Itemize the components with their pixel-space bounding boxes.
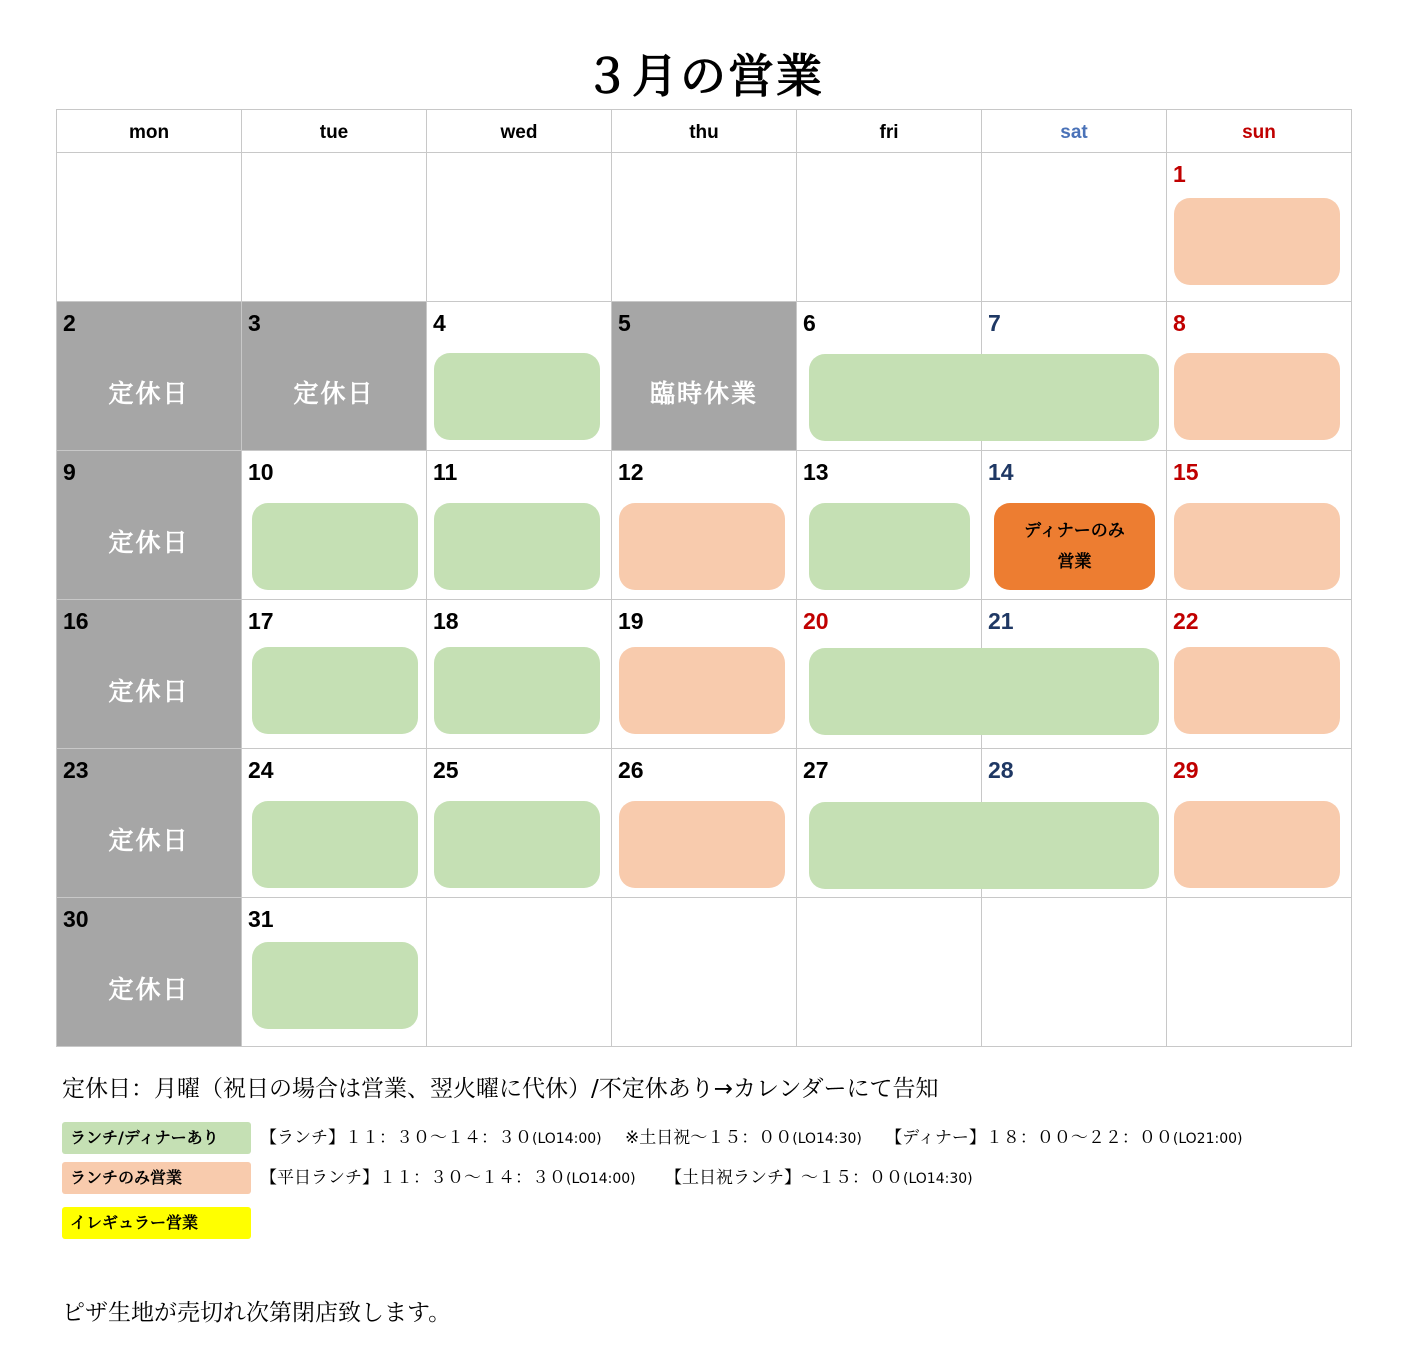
day-number: 2 (63, 310, 76, 336)
day-number: 9 (63, 459, 76, 485)
day-number: 4 (433, 310, 446, 336)
closed-label: 定休日 (108, 975, 190, 1004)
lunch-only-block-29 (1174, 801, 1340, 888)
legend-lunch-dinner-hours (260, 1122, 1242, 1155)
legend-lunch-dinner-chip: ランチ/ディナーあり (62, 1122, 251, 1154)
footer-note: ピザ生地が売切れ次第閉店致します。 (62, 1300, 452, 1326)
day-cell-2 (57, 302, 242, 451)
lunch-dinner-block-31 (252, 942, 418, 1029)
lunch-dinner-block-10 (252, 503, 418, 590)
lunch-dinner-block-4 (434, 353, 600, 440)
legend-lunch-only-chip: ランチのみ営業 (62, 1162, 251, 1194)
day-number: 5 (618, 310, 631, 336)
day-number: 28 (988, 757, 1014, 783)
lunch-only-block-19 (619, 647, 785, 734)
day-number: 24 (248, 757, 274, 783)
empty-cell (427, 898, 612, 1047)
closed-label: 定休日 (108, 826, 190, 855)
weekday-header-sun: sun (1167, 110, 1352, 153)
day-number: 20 (803, 608, 829, 634)
day-cell-9 (57, 451, 242, 600)
calendar-grid (56, 109, 1352, 1047)
day-number: 23 (63, 757, 89, 783)
lunch-dinner-block-18 (434, 647, 600, 734)
day-cell-5 (612, 302, 797, 451)
day-number: 7 (988, 310, 1001, 336)
lunch-dinner-block-24 (252, 801, 418, 888)
day-number: 18 (433, 608, 459, 634)
weekend-lunch-hours: 【土日祝ランチ】～１５：００ (665, 1168, 903, 1188)
page-title: ３月の営業 (584, 49, 824, 103)
empty-cell (797, 898, 982, 1047)
day-number: 11 (433, 459, 458, 485)
day-cell-3 (242, 302, 427, 451)
day-number: 25 (433, 757, 459, 783)
lunch-only-block-8 (1174, 353, 1340, 440)
dinner-last-order: (LO21:00) (1172, 1131, 1243, 1147)
weekend-hours: ※土日祝～１５：００ (625, 1128, 793, 1148)
dinner-only-block-14 (994, 503, 1155, 590)
lunch-only-block-15 (1174, 503, 1340, 590)
day-number: 17 (248, 608, 274, 634)
closed-label: 定休日 (108, 379, 190, 408)
day-number: 15 (1173, 459, 1199, 485)
lunch-dinner-block-11 (434, 503, 600, 590)
lunch-dinner-block-6-7 (809, 354, 1159, 441)
weekend-last-order: (LO14:30) (792, 1131, 862, 1147)
lunch-last-order: (LO14:00) (532, 1131, 602, 1147)
lunch-dinner-block-27-28 (809, 802, 1159, 889)
weekday-header-mon: mon (57, 110, 242, 153)
weekday-lunch-last-order: (LO14:00) (566, 1171, 636, 1187)
lunch-dinner-block-25 (434, 801, 600, 888)
dinner-only-label-line1: ディナーのみ (1024, 520, 1125, 541)
day-number: 26 (618, 757, 644, 783)
empty-cell (797, 153, 982, 302)
day-number: 14 (988, 459, 1014, 485)
day-number: 3 (248, 310, 261, 336)
weekday-header-thu: thu (612, 110, 797, 153)
empty-cell (982, 898, 1167, 1047)
weekday-header-sat: sat (982, 110, 1167, 153)
empty-cell (57, 153, 242, 302)
day-number: 27 (803, 757, 829, 783)
lunch-hours: 【ランチ】１１：３０～１４：３０ (260, 1128, 532, 1148)
day-number: 1 (1173, 161, 1186, 187)
day-number: 10 (248, 459, 274, 485)
day-cell-16 (57, 600, 242, 749)
dinner-only-label-line2: 営業 (1057, 551, 1092, 572)
day-number: 8 (1173, 310, 1186, 336)
day-number: 16 (63, 608, 89, 634)
day-number: 6 (803, 310, 816, 336)
lunch-dinner-block-13 (809, 503, 970, 590)
lunch-dinner-block-17 (252, 647, 418, 734)
day-number: 12 (618, 459, 644, 485)
empty-cell (427, 153, 612, 302)
day-number: 30 (63, 906, 89, 932)
empty-cell (612, 153, 797, 302)
day-number: 21 (988, 608, 1014, 634)
weekday-header-tue: tue (242, 110, 427, 153)
day-number: 29 (1173, 757, 1199, 783)
closed-label: 定休日 (293, 379, 375, 408)
lunch-only-block-1 (1174, 198, 1340, 285)
lunch-only-block-12 (619, 503, 785, 590)
weekend-lunch-last-order: (LO14:30) (903, 1171, 973, 1187)
legend-irregular-chip: イレギュラー営業 (62, 1207, 251, 1239)
weekday-header-fri: fri (797, 110, 982, 153)
day-number: 22 (1173, 608, 1199, 634)
legend-lunch-only-hours (260, 1162, 973, 1195)
day-number: 19 (618, 608, 644, 634)
day-cell-23 (57, 749, 242, 898)
lunch-only-block-26 (619, 801, 785, 888)
closed-label: 定休日 (108, 677, 190, 706)
day-cell-30 (57, 898, 242, 1047)
temporary-closed-label: 臨時休業 (649, 379, 758, 408)
empty-cell (982, 153, 1167, 302)
day-number: 13 (803, 459, 829, 485)
dinner-hours: 【ディナー】１８：００～２２：００ (885, 1128, 1173, 1148)
weekday-lunch-hours: 【平日ランチ】１１：３０～１４：３０ (260, 1168, 566, 1188)
closed-days-note: 定休日：月曜（祝日の場合は営業、翌火曜に代休）/不定休あり→カレンダーにて告知 (62, 1076, 939, 1102)
closed-label: 定休日 (108, 528, 190, 557)
empty-cell (242, 153, 427, 302)
day-number: 31 (248, 906, 274, 932)
weekday-header-wed: wed (427, 110, 612, 153)
lunch-dinner-block-20-21 (809, 648, 1159, 735)
lunch-only-block-22 (1174, 647, 1340, 734)
empty-cell (1167, 898, 1352, 1047)
empty-cell (612, 898, 797, 1047)
